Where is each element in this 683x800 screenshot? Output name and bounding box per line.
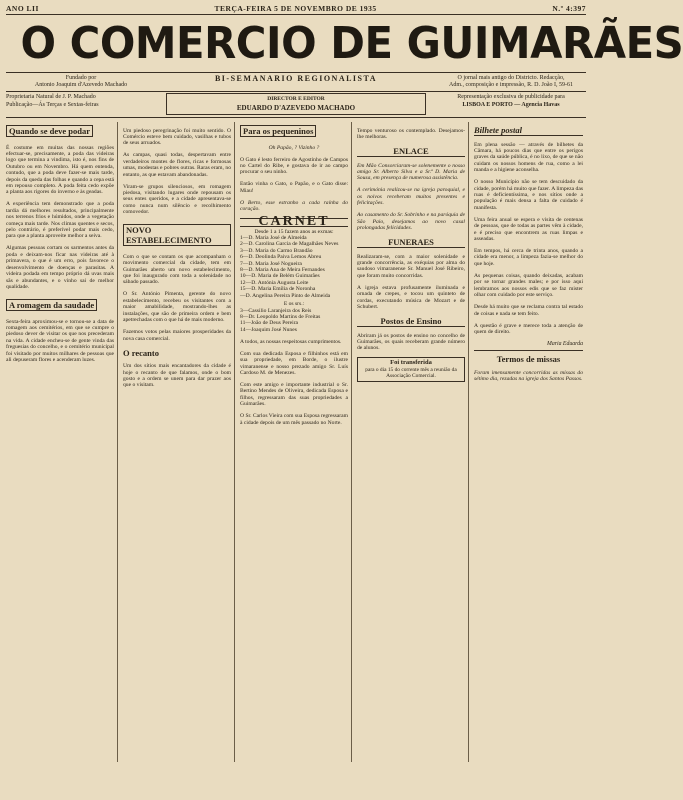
article-heading: FUNERAES bbox=[357, 237, 465, 248]
director-label: DIRECTOR E EDITOR bbox=[267, 96, 325, 102]
article-paragraph: Então vinha o Gato, o Papão, e o Gato disse: Miau! bbox=[240, 181, 348, 194]
list-item: 3—D. Maria do Carmo Brandão bbox=[240, 247, 313, 254]
founder-block bbox=[6, 75, 156, 89]
article-heading: Para os pequeninos bbox=[240, 125, 316, 137]
list-item: 2—D. Carolina Garcia de Magalhães Neves bbox=[240, 241, 339, 248]
carnet-list bbox=[240, 229, 348, 334]
article-heading: Postos de Ensino bbox=[357, 316, 465, 327]
owner-line: Proprietaria Natural de J. P. Machado bbox=[6, 94, 96, 100]
publication-schedule: Publicação—Ás Terças e Sextas-feiras bbox=[6, 102, 99, 108]
article-paragraph: Em Mão Consorciaram-se solenemente o nosso amigo Sr. Alberto Silva e a Sr.ª D. Maria de Sousa, em presença de numerosa assistência. bbox=[357, 162, 465, 182]
article-paragraph: A cerimónia realizou-se na igreja paroquial, e os noivos receberam muitos presentes e felicitações. bbox=[357, 187, 465, 207]
article-paragraph: É costume em muitas das nossas regiões efectuar-se, precisamente, a poda das videiras logo que termina a vindima, isto é, nos fins de Outubro ou em Novembro. Há quem entenda, contudo, que a poda deve fazer-se mais tarde, depois da queda das folhas e quando a cepa está em repouso completo. A poda feita cedo expõe a planta aos rigores do inverno e às geadas. bbox=[6, 144, 114, 196]
founder-name: Antonio Joaquim d'Azevedo Machado bbox=[34, 82, 128, 88]
article-heading: NOVO ESTABELECIMENTO bbox=[123, 224, 231, 246]
director-box bbox=[166, 93, 426, 115]
column-5 bbox=[474, 122, 586, 762]
article-heading: Bilhete postal bbox=[474, 125, 583, 136]
founder-label: Fundado por bbox=[65, 75, 97, 81]
issue-year: ANO LII bbox=[6, 4, 39, 13]
article-heading: ENLACE bbox=[357, 146, 465, 157]
list-item: 1—D. Maria José de Almeida bbox=[240, 235, 307, 242]
signature: Maria Eduarda bbox=[546, 340, 583, 347]
column-4 bbox=[357, 122, 469, 762]
issue-date: TERÇA-FEIRA 5 DE NOVEMBRO DE 1935 bbox=[214, 4, 377, 13]
article-paragraph: Sexta-feira aproximou-se e tornou-se a data de romagem aos cemitérios, em que se cumpre o piedoso dever de visitar os que nos precederam na vida. A cidade encheu-se de gente vinda das freguesias do concelho, e o cemitério municipal foi visitado por muitos milhares de pessoas que ali depuseram flores e acenderam luzes. bbox=[6, 318, 114, 363]
article-heading: O recanto bbox=[123, 347, 159, 358]
article-paragraph: O Sr. António Pimenta, gerente do novo estabelecimento, recebeu os visitantes com a maior amabilidade, mostrando-lhes as instalações, que são de primeira ordem e bem apetrechadas com o que há de mais moderno. bbox=[123, 291, 231, 324]
column-2 bbox=[123, 122, 235, 762]
list-item: 11—João de Deus Pereira bbox=[240, 320, 299, 327]
article-paragraph: Realizaram-se, com a maior solenidade e grande concorrência, as exéquias por alma do saudoso vimaranense Sr. Manuel José Ribeiro, que foram muito concorridas. bbox=[357, 253, 465, 279]
list-item: 14—Joaquim José Nunes bbox=[240, 326, 297, 333]
article-paragraph: Algumas pessoas cortam os sarmentos antes da poda e deixam-nos ficar nas videiras até à primavera, o que é um erro, pois favorece o desenvolvimento de doenças e parasitas. A videira podada em tempo próprio dá uvas mais sãs e abundantes, e o vinho sai de melhor qualidade. bbox=[6, 245, 114, 290]
article-paragraph: As campas, quasi todas, despertavam entre verdadeiros montes de flores, ricas e formosas umas, modestas e pobres outras. Raras eram, no entanto, as que estavam abandonadas. bbox=[123, 152, 231, 178]
article-paragraph: Viram-se grupos silenciosos, em romagem piedosa, visitando lugares onde repousam os seus entes queridos, e a cidade apresentava-se como nunca num silêncio e recolhimento comovedor. bbox=[123, 183, 231, 216]
list-item: 12—D. Antónia Augusta Leite bbox=[240, 279, 309, 286]
article-paragraph: Desde há muito que se reclama contra tal estado de coisas e nada se tem feito. bbox=[474, 304, 583, 317]
article-columns bbox=[6, 122, 586, 762]
list-item: 7—D. Maria José Nogueira bbox=[240, 260, 302, 267]
carnet-intro: Desde 1 a 15 fazem anos as exmas: bbox=[254, 228, 334, 235]
notice-body: para o dia 15 do corrente mês a reunião da Associação Comercial. bbox=[365, 366, 457, 379]
issue-number: N.º 4:397 bbox=[552, 4, 586, 13]
list-item: —D. Angelina Pereira Pinto de Almeida bbox=[240, 292, 331, 299]
article-paragraph: Fazemos votos pelas maiores prosperidades da nova casa comercial. bbox=[123, 329, 231, 342]
article-paragraph: O Sr. Carlos Vieira com sua Esposa regressaram à cidade depois de um mês passado no Norte. bbox=[240, 413, 348, 426]
advertising-line-2: LISBOA E PORTO — Agencia Havas bbox=[462, 102, 560, 108]
article-paragraph: Um piedoso peregrinação foi muito sentido. O Comércio esteve bem cuidado, vasilhas e tubos de seus arruados. bbox=[123, 127, 231, 147]
article-paragraph: Ao casamento do Sr. Sobrinho e na paróquia de São Paio, desejamos ao novo casal prolongadas felicidades. bbox=[357, 212, 465, 232]
carnet-sirs: E os srs.: bbox=[283, 301, 305, 308]
address-block bbox=[436, 75, 586, 89]
advertising-block bbox=[436, 93, 586, 115]
list-item: 8—Dr. Leopoldo Martins de Freitas bbox=[240, 313, 321, 320]
column-3 bbox=[240, 122, 352, 762]
list-item: 3—Cassilio Laranjeira dos Reis bbox=[240, 307, 312, 314]
article-paragraph: A igreja estava profusamente iluminada e ornada de crepes, e tocou um quinteto de cordas, executando música de Mozart e de Schubert. bbox=[357, 284, 465, 311]
article-paragraph: O nosso Município não se tem descuidado da cidade, porém há muito que fazer. A limpeza das ruas é deficientíssima, e nos sítios onde a população é mais densa a falta de cuidado é manifesta. bbox=[474, 179, 583, 211]
founder-row bbox=[6, 72, 586, 92]
article-paragraph: A questão é grave e merece toda a atenção de quem de direito. bbox=[474, 322, 583, 335]
list-item: 8—D. Maria Ana de Meira Fernandes bbox=[240, 267, 325, 274]
article-paragraph: A experiência tem demonstrado que a poda tardia dá melhores resultados, principalmente nos terrenos frios e húmidos, onde a vegetação começa mais tarde. Nos climas quentes e secos, pelo contrário, é preferível podar mais cedo, para que a planta aproveite melhor a seiva. bbox=[6, 201, 114, 240]
editor-row bbox=[6, 92, 586, 118]
notice-box bbox=[357, 357, 465, 382]
verse-line: O Berto, esse estranho a cada raínha do coração. bbox=[240, 199, 348, 213]
article-paragraph: Foram imensamente concorridas as missas do sétimo dia, rezadas na igreja dos Santos Passos. bbox=[474, 369, 583, 383]
notice-title: Foi transferida bbox=[390, 359, 432, 367]
article-paragraph: A todos, as nossas respeitosas cumprimentos. bbox=[240, 338, 342, 345]
address-line-1: O jornal mais antigo do Districto. Redacção, bbox=[457, 75, 565, 81]
article-paragraph: Tempo venturoso os contemplado. Desejamos-lhe melhoras. bbox=[357, 127, 465, 140]
article-paragraph: Com o que se contam os que acompanham o movimento comercial da cidade, tem em Guimarães aberto um novo estabelecimento, que foi inaugurado com toda a solenidade no sábado passado. bbox=[123, 253, 231, 286]
article-heading: A romagem da saudade bbox=[6, 299, 97, 311]
article-paragraph: Com sua dedicada Esposa e filhinhos está em sua propriedade, em Borde, o ilustre vimaranense e nosso prezado amigo Sr. Luís Cardoso M. de Menezes. bbox=[240, 350, 348, 376]
column-1 bbox=[6, 122, 118, 762]
article-paragraph: Em plena sessão — através de bilhetes da Câmara, há poucos dias que entre os perigos graves da saúde pública, é no lixo, de que se não cuidam os nossos homens de rua, como a lei manda e a higiene aconselha. bbox=[474, 141, 583, 174]
article-paragraph: Em tempos, há cerca de trinta anos, quando a cidade era menor, a limpeza fazia-se melhor do que hoje. bbox=[474, 248, 583, 267]
director-name: EDUARDO D'AZEVEDO MACHADO bbox=[236, 104, 356, 112]
article-heading: Termos de missas bbox=[496, 354, 561, 365]
issue-line bbox=[6, 4, 586, 15]
verse-line: Oh Papão, ? Vizinho ? bbox=[268, 144, 320, 151]
article-paragraph: Abriram já os postos de ensino no concelho de Guimarães, os quais receberam grande número de alunos. bbox=[357, 332, 465, 352]
list-item: 15—D. Maria Emília de Noronha bbox=[240, 286, 316, 293]
masthead bbox=[6, 17, 683, 71]
article-paragraph: Um dos sítios mais encantadores da cidade é hoje o recanto de que falamos, onde o bom gosto e a ordem se unem para dar prazer aos que o visitam. bbox=[123, 363, 231, 389]
owner-block bbox=[6, 93, 156, 115]
tagline: BI-SEMANARIO REGIONALISTA bbox=[214, 74, 378, 83]
article-paragraph: O Gato é lesto ferreiro de Agostinho de Campos no Cartel do Ribe, e gostava de ir ao campo procurar o seu ninho. bbox=[240, 156, 348, 176]
address-line-2: Adm., composição e impressão, R. D. João I, 59-61 bbox=[449, 82, 573, 88]
article-paragraph: Uma feira anual se espera e visita de centenas de pessoas, que de todas as partes vêm à cidade, e é preciso que encontrem as ruas limpas e asseadas. bbox=[474, 216, 583, 243]
list-item: 6—D. Deolinda Paiva Lemos Abreu bbox=[240, 254, 322, 261]
carnet-heading: CARNET bbox=[240, 218, 348, 226]
article-paragraph: As pequenas coisas, quando deixadas, acabam por se tornar grandes males; e por isso aqui lembramos aos nossos edis que se faz mister olhar com cuidado por este serviço. bbox=[474, 272, 583, 299]
article-paragraph: Com este amigo e importante industrial o Sr. Bertino Mendes de Oliveira, dedicada Esposa e filhos, regressaram das suas propriedades a Guimarães. bbox=[240, 381, 348, 408]
newspaper-title: O COMERCIO DE GUIMARÃES bbox=[20, 18, 683, 69]
advertising-line-1: Representação exclusiva de publicidade para bbox=[457, 94, 565, 100]
list-item: 10—D. Maria de Belém Guimarães bbox=[240, 273, 320, 280]
divider bbox=[474, 350, 583, 351]
article-heading: Quando se deve podar bbox=[6, 125, 93, 137]
